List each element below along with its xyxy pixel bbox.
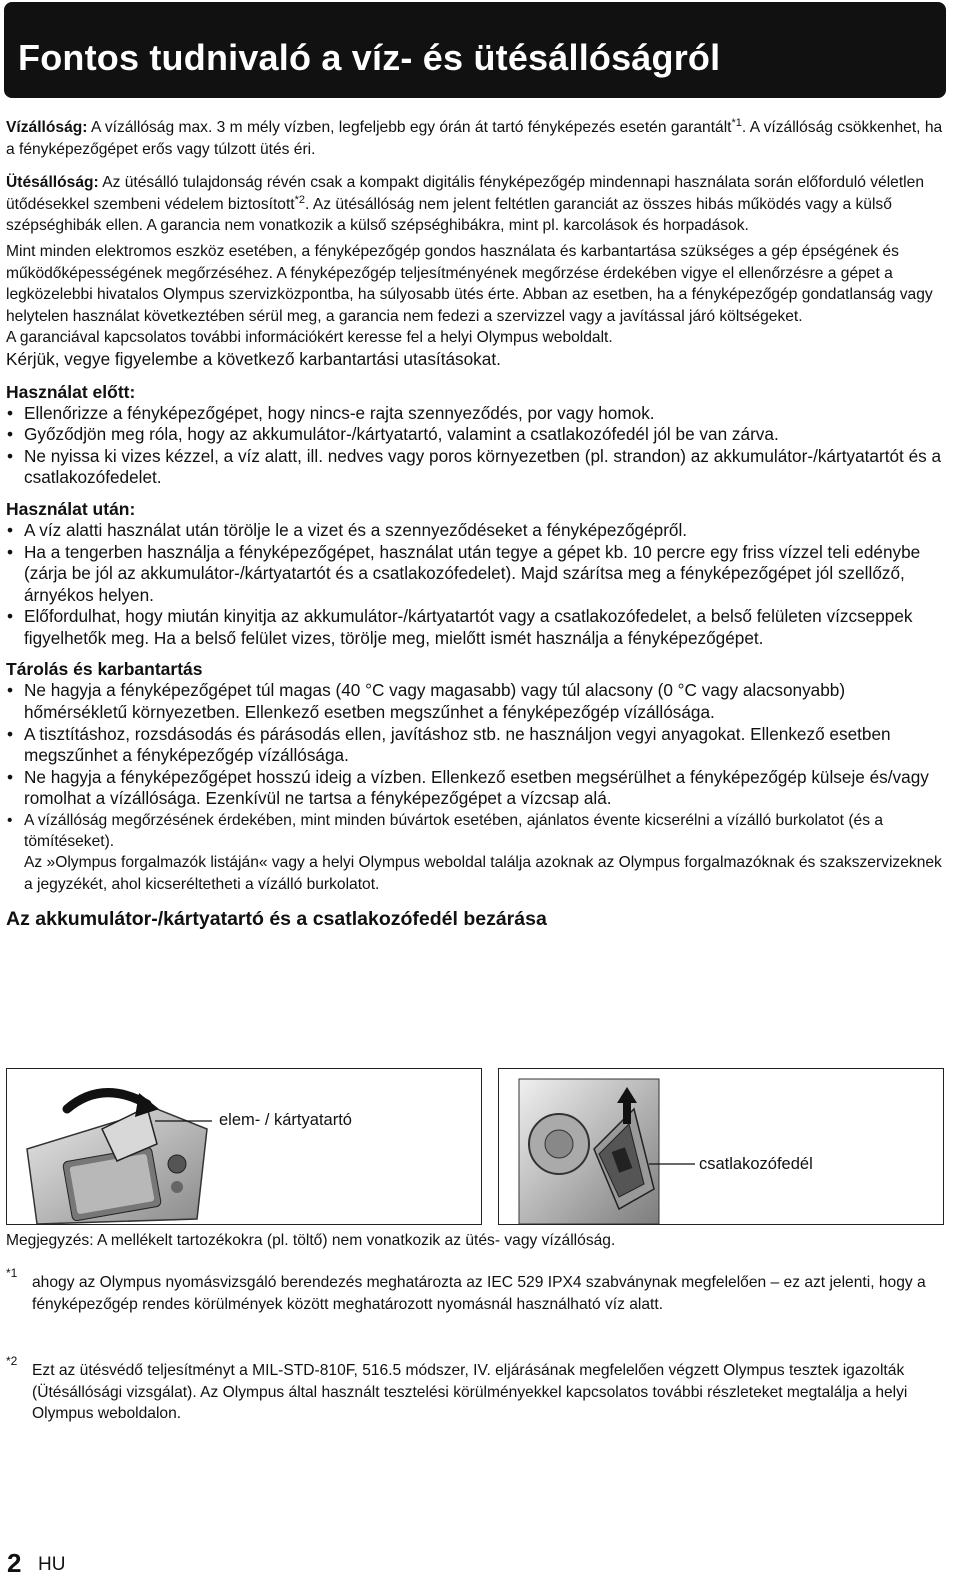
figure-battery-compartment xyxy=(6,1068,482,1225)
list-item: • Győződjön meg róla, hogy az akkumulátor-/kártyatartó, valamint a csatlakozófedél jól be van zárva. xyxy=(6,424,950,446)
list-item xyxy=(6,810,950,895)
main-content xyxy=(6,117,950,931)
after-use-heading: Használat után: xyxy=(6,498,136,519)
list-item: • Ha a tengerben használja a fényképezőgépet, használat után tegye a gépet kb. 10 percre egy friss vízzel teli edénybe (zárja be jól az akkumulátor-/kártyatartót és a csatlakozófedelet). Majd szárítsa meg a fényképezőgépet jól szellőző, árnyékos helyen. xyxy=(6,542,950,607)
before-use-list xyxy=(6,403,950,489)
footnote-mark: *2 xyxy=(6,1354,18,1368)
footnote-mark: *1 xyxy=(6,1266,18,1280)
language-code: HU xyxy=(38,1554,66,1575)
list-item: • Ellenőrizze a fényképezőgépet, hogy nincs-e rajta szennyeződés, por vagy homok. xyxy=(6,403,950,425)
list-item-text: Az »Olympus forgalmazók listáján« vagy a helyi Olympus weboldal találja azoknak az Olympus forgalmazóknak és szakszervizeknek a jegyzékét, ahol kicseréltetheti a vízálló burkolatot. xyxy=(24,854,942,893)
after-use-list xyxy=(6,520,950,650)
warranty-paragraph: A garanciával kapcsolatos további információkért keresse fel a helyi Olympus weboldalt. xyxy=(6,329,613,347)
footnote-text: ahogy az Olympus nyomásvizsgáló berendezés meghatározta az IEC 529 IPX4 szabványnak megfelelően – ez azt jelenti, hogy a fényképezőgép rendes körülmények között meghatározott nyomásnál használható víz alatt. xyxy=(32,1274,926,1313)
connector-illustration xyxy=(499,1069,943,1224)
closing-section-heading: Az akkumulátor-/kártyatartó és a csatlakozófedél bezárása xyxy=(6,907,547,930)
page-number: 2 xyxy=(7,1548,22,1578)
footnote-ref-1: *1 xyxy=(731,117,742,129)
water-text: A vízállóság max. 3 m mély vízben, legfeljebb egy órán át tartó fényképezés esetén garantált xyxy=(87,119,732,136)
connector-cover-callout: csatlakozófedél xyxy=(699,1155,813,1173)
water-text-2: . A vízállóság csökkenhet, ha a fényképezőgépet erős vagy túlzott ütés éri. xyxy=(6,119,943,158)
page-title: Fontos tudnivaló a víz- és ütésállóságról xyxy=(18,37,721,78)
list-item: • A víz alatti használat után törölje le a vizet és a szennyeződéseket a fényképezőgépről. xyxy=(6,520,950,542)
shock-resistance-paragraph xyxy=(6,172,950,237)
accessories-note: Megjegyzés: A mellékelt tartozékokra (pl. töltő) nem vonatkozik az ütés- vagy vízállóság. xyxy=(6,1232,616,1249)
title-bar xyxy=(4,2,946,98)
instructions-paragraph: Kérjük, vegye figyelembe a következő karbantartási utasításokat. xyxy=(6,348,501,369)
storage-list-small xyxy=(6,810,950,895)
list-item: • Ne hagyja a fényképezőgépet hosszú ideig a vízben. Ellenkező esetben megsérülhet a fényképezőgép külseje és/vagy romolhat a vízállósága. Ezenkívül ne tartsa a fényképezőgépet a vízcsap alá. xyxy=(6,767,950,810)
care-paragraph: Mint minden elektromos eszköz esetében, a fényképezőgép gondos használata és karbantartása szükséges a gép épségének és működőképességének megőrzéséhez. A fényképezőgép teljesítményének megőrzése érdekében vigye el ellenőrzésre a gépet a legközelebbi hivatalos Olympus szervizközpontba, ha súlyosabb ütés érte. Abban az esetben, ha a fényképezőgép gondatlanság vagy helytelen használat következtében sérül meg, a garancia nem fedezi a szervizzel vagy a javítással járó költségeket. xyxy=(6,242,933,325)
list-item: • Előfordulhat, hogy miután kinyitja az akkumulátor-/kártyatartót vagy a csatlakozófedelet, a belső felületen vízcseppek figyelhetők meg. Ha a belső felület vizes, törölje meg, mielőtt ismét használja a fényképezőgépet. xyxy=(6,606,950,649)
list-item-text: A vízállóság megőrzésének érdekében, mint minden búvártok esetében, ajánlatos évente kicserélni a vízálló burkolatot (és a tömítéseket). xyxy=(24,812,884,851)
list-item: • Ne hagyja a fényképezőgépet túl magas (40 °C vagy magasabb) vagy túl alacsony (0 °C vagy alacsonyabb) hőmérsékletű környezetben. Ellenkező esetben megszűnhet a fényképezőgép vízállósága. xyxy=(6,680,950,723)
list-item: • Ne nyissa ki vizes kézzel, a víz alatt, ill. nedves vagy poros környezetben (pl. strandon) az akkumulátor-/kártyatartót és a csatlakozófedelet. xyxy=(6,446,950,489)
footnote-text: Ezt az ütésvédő teljesítményt a MIL-STD-810F, 516.5 módszer, IV. eljárásának megfelelően végzett Olympus tesztek igazolták (Ütésállósági vizsgálat). Az Olympus által használt tesztelési körülményekkel kapcsolatos további részleteket megtalálja a helyi Olympus weboldalon. xyxy=(32,1362,908,1423)
battery-compartment-callout: elem- / kártyatartó xyxy=(219,1111,352,1129)
footnote-2 xyxy=(6,1354,946,1425)
shock-text: Az ütésálló tulajdonság révén csak a kompakt digitális fényképezőgép mindennapi használata során előforduló véletlen ütődésekkel szembeni védelem biztosított xyxy=(6,174,924,213)
storage-list xyxy=(6,680,950,810)
footnote-1 xyxy=(6,1266,946,1315)
storage-heading: Tárolás és karbantartás xyxy=(6,659,203,680)
figure-connector-cover xyxy=(498,1068,944,1225)
shock-text-2: . Az ütésállóság nem jelent feltétlen garanciát az összes hibás működés vagy a külső szépséghibák ellen. A garancia nem vonatkozik a külső szépséghibákra, mint pl. karcolások és horpadások. xyxy=(6,195,892,235)
camera-illustration xyxy=(7,1069,481,1224)
list-item: • A tisztításhoz, rozsdásodás és párásodás ellen, javításhoz stb. ne használjon vegyi anyagokat. Ellenkező esetben megszűnhet a fényképezőgép vízállósága. xyxy=(6,724,950,767)
footnote-ref-2: *2 xyxy=(294,193,306,206)
water-label: Vízállóság: xyxy=(6,119,88,136)
shock-label: Ütésállóság: xyxy=(6,174,99,192)
water-resistance-paragraph xyxy=(6,117,950,160)
before-use-heading: Használat előtt: xyxy=(6,381,136,402)
